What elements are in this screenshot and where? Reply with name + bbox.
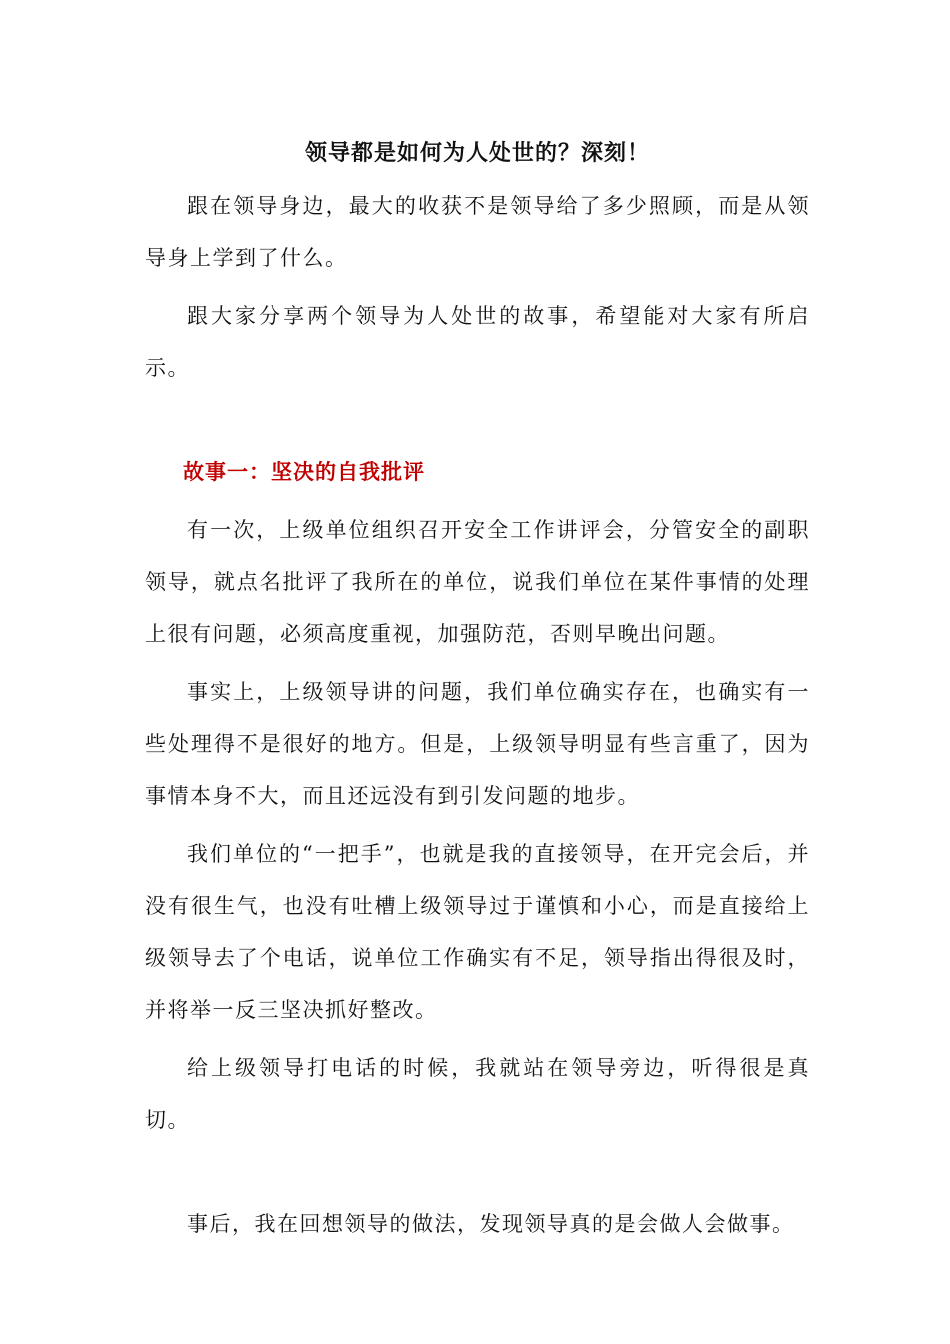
story-one-paragraph-5: 事后，我在回想领导的做法，发现领导真的是会做人会做事。 [187,1212,795,1236]
story-one-heading: 故事一：坚决的自我批评 [183,459,425,484]
intro-paragraph-2: 跟大家分享两个领导为人处世的故事，希望能对大家有所启示。 [145,304,810,380]
story-one-paragraph-4: 给上级领导打电话的时候，我就站在领导旁边，听得很是真切。 [145,1056,810,1132]
document-page [145,128,810,1256]
story-one-paragraph-2: 事实上，上级领导讲的问题，我们单位确实存在，也确实有一些处理得不是很好的地方。但是，上级领导明显有些言重了，因为事情本身不大，而且还远没有到引发问题的地步。 [145,680,810,808]
story-one-paragraph-1: 有一次，上级单位组织召开安全工作讲评会，分管安全的副职领导，就点名批评了我所在的单位，说我们单位在某件事情的处理上很有问题，必须高度重视，加强防范，否则早晚出问题。 [145,518,810,646]
document-title: 领导都是如何为人处世的？深刻！ [304,140,650,166]
intro-paragraph-1: 跟在领导身边，最大的收获不是领导给了多少照顾，而是从领导身上学到了什么。 [145,194,810,270]
story-one-paragraph-3: 我们单位的“一把手”，也就是我的直接领导，在开完会后，并没有很生气，也没有吐槽上级领导过于谨慎和小心，而是直接给上级领导去了个电话，说单位工作确实有不足，领导指出得很及时，并将举一反三坚决抓好整改。 [145,842,810,1022]
